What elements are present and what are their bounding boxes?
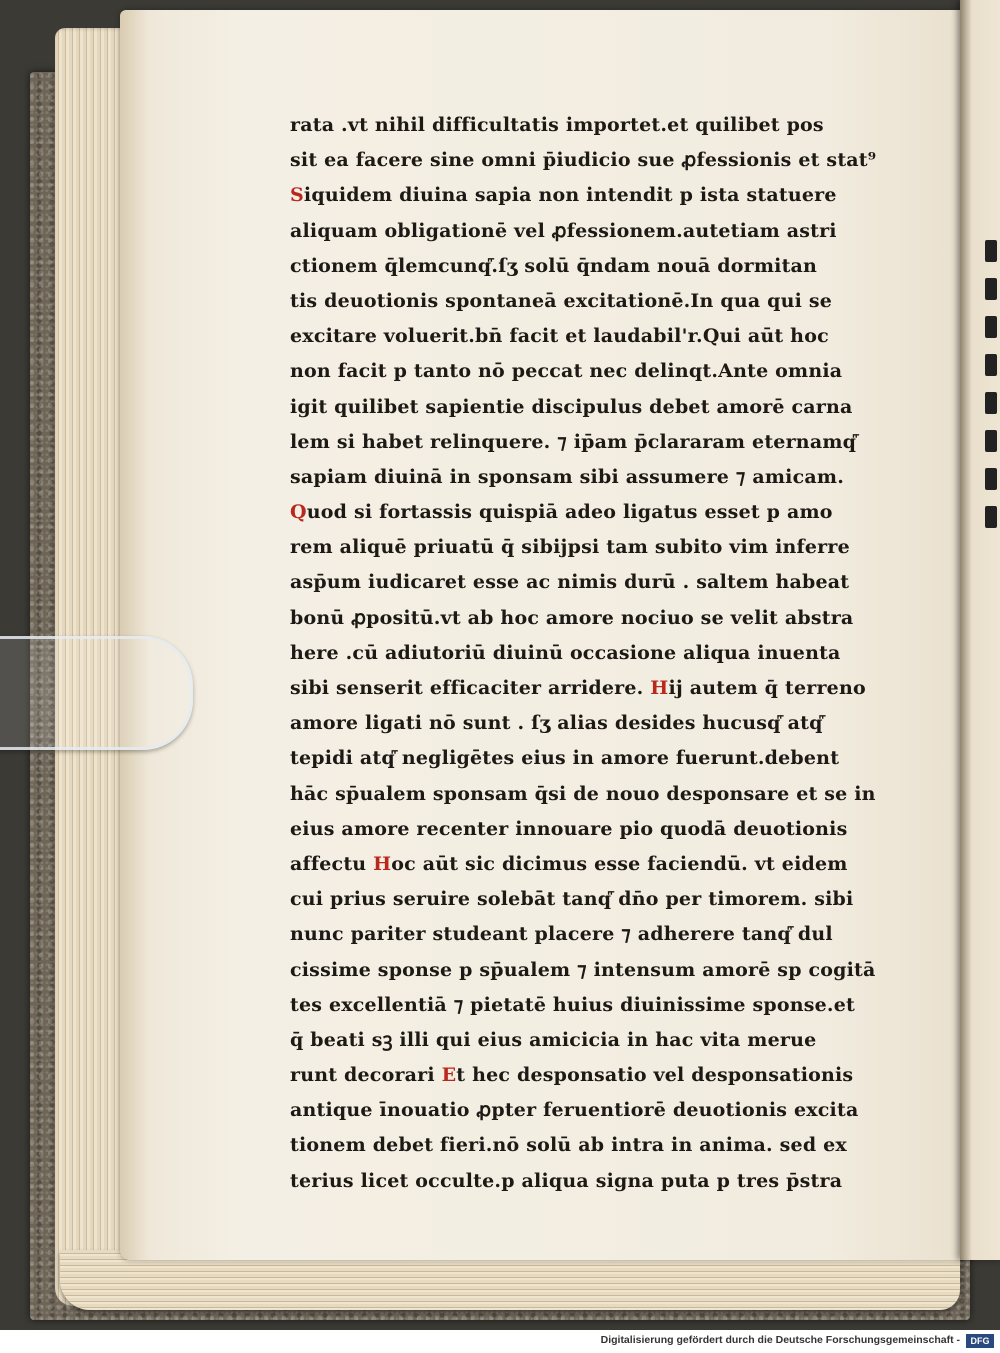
- page-clip: [0, 636, 193, 750]
- text-line: tionem debet fieri.nō solū ab intra in anima. sed ex: [290, 1134, 847, 1157]
- dfg-logo: DFG: [966, 1334, 994, 1348]
- text-line: eius amore recenter innouare pio quodā deuotionis: [290, 817, 848, 840]
- text-line: tes excellentiā ⁊ pietatē huius diuinissime sponse.et: [290, 993, 856, 1016]
- text-line: hāc sp̄ualem sponsam q̄si de nouo desponsare et se in: [290, 782, 876, 805]
- rubricated-initial: E: [441, 1064, 457, 1087]
- text-line: affectu Hoc aūt sic dicimus esse faciendū. vt eidem: [290, 852, 848, 875]
- text-line: cissime sponse p sp̄ualem ⁊ intensum amorē sp cogitā: [290, 958, 876, 981]
- text-line: antique īnouatio ꝓpter feruentiorē deuotionis excita: [290, 1099, 859, 1122]
- text-line: sapiam diuinā in sponsam sibi assumere ⁊ amicam.: [290, 465, 845, 488]
- text-line: cui prius seruire solebāt tanq꜠ dn̄o per timorem. sibi: [290, 888, 854, 911]
- text-line: ctionem q̄lemcunq꜠.ſʒ solū q̄ndam nouā dormitan: [290, 254, 818, 277]
- text-line: q̄ beati sꝫ illi qui eius amicicia in hac vita merue: [290, 1028, 817, 1051]
- text-line: sibi senserit efficaciter arridere. Hij autem q̄ terreno: [290, 677, 866, 699]
- facing-page-text-fragments: [985, 240, 999, 640]
- rubricated-initial: S: [290, 184, 304, 207]
- digitization-footer: [0, 1330, 1000, 1353]
- text-line: here .cū adiutoriū diuinū occasione aliqua inuenta: [290, 641, 841, 664]
- text-line: nunc pariter studeant placere ⁊ adherere tanq꜠ dul: [290, 923, 833, 946]
- text-line: non facit p tanto nō peccat nec delinqt.Ante omnia: [290, 360, 843, 383]
- text-line: sit ea facere sine omni p̄iudicio sue ꝓfessionis et stat⁹: [290, 149, 877, 172]
- rubricated-initial: Q: [290, 501, 307, 524]
- text-line: runt decorari Et hec desponsatio vel desponsationis: [290, 1064, 854, 1087]
- rubricated-initial: H: [373, 852, 392, 875]
- rubricated-initial: H: [650, 677, 669, 699]
- text-line: excitare voluerit.bn̄ facit et laudabil'r.Qui aūt hoc: [290, 325, 829, 348]
- text-line: aliquam obligationē vel ꝓfessionem.autetiam astri: [290, 219, 837, 242]
- text-line: igit quilibet sapientie discipulus debet amorē carna: [290, 395, 853, 418]
- text-line: tepidi atq꜠ negligētes eius in amore fuerunt.debent: [290, 747, 840, 770]
- text-line: bonū ꝓpositū.vt ab hoc amore nociuo se velit abstra: [290, 606, 854, 629]
- page-text: [290, 108, 890, 1199]
- text-line: rata .vt nihil difficultatis importet.et quilibet pos: [290, 114, 824, 136]
- text-line: lem si habet relinquere. ⁊ ip̄am p̄clararam eternamq꜠: [290, 430, 857, 453]
- text-line: asp̄um iudicaret esse ac nimis durū . saltem habeat: [290, 571, 850, 594]
- text-line: terius licet occulte.p aliqua signa puta p tres p̄stra: [290, 1169, 843, 1192]
- text-line: Siquidem diuina sapia non intendit p ista statuere: [290, 184, 837, 207]
- text-line: tis deuotionis spontaneā excitationē.In qua qui se: [290, 289, 833, 312]
- text-line: Quod si fortassis quispiā adeo ligatus esset p amo: [290, 501, 833, 524]
- text-line: rem aliquē priuatū q̄ sibijpsi tam subito vim inferre: [290, 536, 850, 559]
- footer-credit: Digitalisierung gefördert durch die Deutsche Forschungsgemeinschaft -: [600, 1334, 960, 1346]
- text-line: amore ligati nō sunt . ſʒ alias desides hucusq꜠ atq꜠: [290, 712, 823, 735]
